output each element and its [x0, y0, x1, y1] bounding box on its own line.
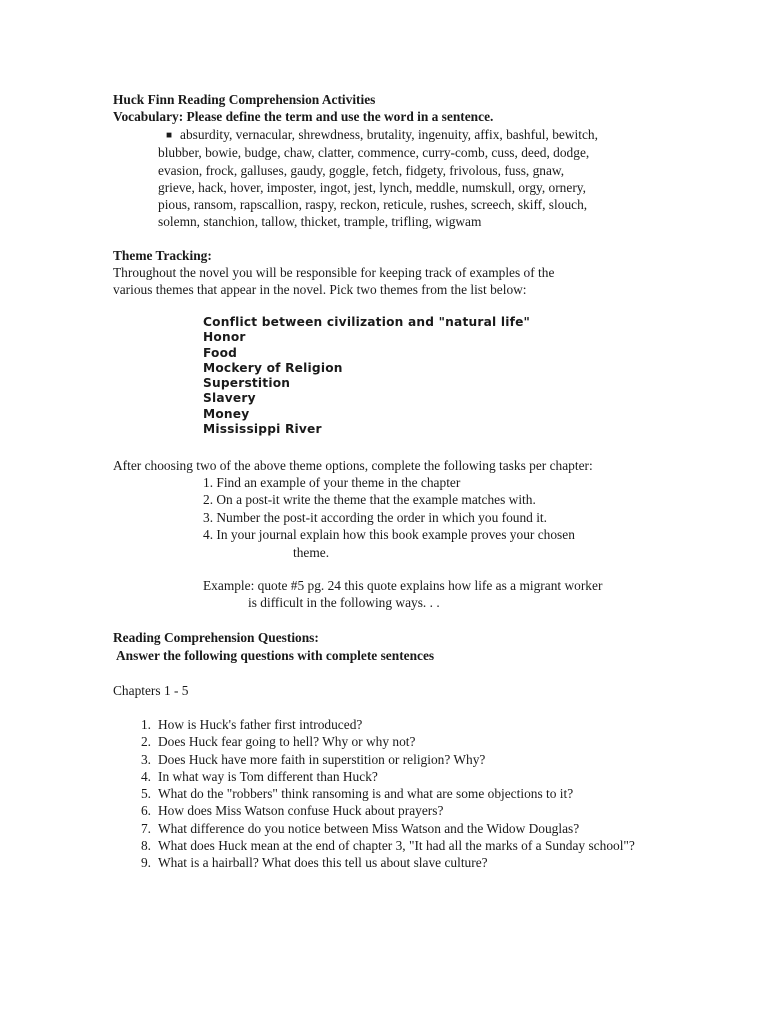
question-item: 7. What difference do you notice between Miss Watson and the Widow Douglas?: [140, 820, 580, 836]
task-item: 3. Number the post-it according the order in which you found it.: [203, 509, 547, 525]
vocabulary-line: blubber, bowie, budge, chaw, clatter, commence, curry-comb, cuss, deed, dodge,: [158, 145, 590, 161]
vocabulary-line: pious, ransom, rapscallion, raspy, reckon, reticule, rushes, screech, skiff, slouch,: [158, 197, 588, 213]
question-item: 2. Does Huck fear going to hell? Why or why not?: [140, 734, 416, 750]
theme-list: [203, 315, 530, 437]
task-item: 4. In your journal explain how this book example proves your chosen: [203, 527, 575, 543]
question-item: 5. What do the "robbers" think ransoming is and what are some objections to it?: [140, 786, 574, 802]
square-bullet-icon: ■: [165, 130, 173, 141]
vocabulary-line: evasion, frock, galluses, gaudy, goggle, fetch, fidgety, frivolous, fuss, gnaw,: [158, 162, 565, 178]
question-item: 3. Does Huck have more faith in superstition or religion? Why?: [140, 751, 486, 767]
reading-comprehension-subheading: Answer the following questions with complete sentences: [116, 648, 435, 663]
theme-item: Mississippi River: [203, 422, 322, 437]
example-line-continuation: is difficult in the following ways. . .: [248, 595, 440, 611]
vocabulary-line: solemn, stanchion, tallow, thicket, trample, trifling, wigwam: [158, 214, 482, 230]
task-list: [203, 474, 575, 561]
theme-intro-line: Throughout the novel you will be responsible for keeping track of examples of the: [113, 265, 555, 280]
theme-intro-line: various themes that appear in the novel. Pick two themes from the list below:: [113, 282, 527, 297]
vocabulary-heading: Vocabulary: Please define the term and use the word in a sentence.: [113, 109, 494, 124]
vocabulary-line: grieve, hack, hover, imposter, ingot, jest, lynch, meddle, numskull, orgy, ornery,: [158, 179, 586, 195]
question-item: 6. How does Miss Watson confuse Huck about prayers?: [140, 803, 444, 819]
question-item: 1. How is Huck's father first introduced?: [140, 717, 363, 732]
task-item: 2. On a post-it write the theme that the example matches with.: [203, 492, 536, 508]
vocabulary-list: [158, 126, 658, 231]
chapters-label: Chapters 1 - 5: [113, 683, 189, 698]
question-item: 8. What does Huck mean at the end of chapter 3, "It had all the marks of a Sunday school"?: [140, 838, 635, 854]
question-item: 9. What is a hairball? What does this tell us about slave culture?: [140, 855, 488, 871]
theme-item: Superstition: [203, 376, 291, 391]
example-block: [203, 577, 602, 612]
theme-item: Honor: [203, 330, 246, 345]
page-title: Huck Finn Reading Comprehension Activities: [113, 92, 376, 107]
vocabulary-line: ■ absurdity, vernacular, shrewdness, brutality, ingenuity, affix, bashful, bewitch,: [158, 126, 658, 144]
theme-item: Mockery of Religion: [203, 360, 343, 375]
theme-item: Slavery: [203, 391, 256, 406]
example-line: Example: quote #5 pg. 24 this quote explains how life as a migrant worker: [203, 578, 603, 593]
theme-item: Money: [203, 406, 250, 421]
task-item: 1. Find an example of your theme in the chapter: [203, 475, 461, 490]
reading-comprehension-heading: Reading Comprehension Questions:: [113, 630, 319, 645]
after-choosing-line: After choosing two of the above theme options, complete the following tasks per chapter:: [113, 458, 593, 473]
theme-tracking-heading: Theme Tracking:: [113, 248, 212, 263]
question-item: 4. In what way is Tom different than Huck?: [140, 768, 378, 784]
theme-item: Food: [203, 345, 238, 360]
question-list: [113, 716, 698, 872]
task-item-continuation: theme.: [293, 544, 330, 560]
theme-item: Conflict between civilization and "natural life": [203, 315, 531, 329]
